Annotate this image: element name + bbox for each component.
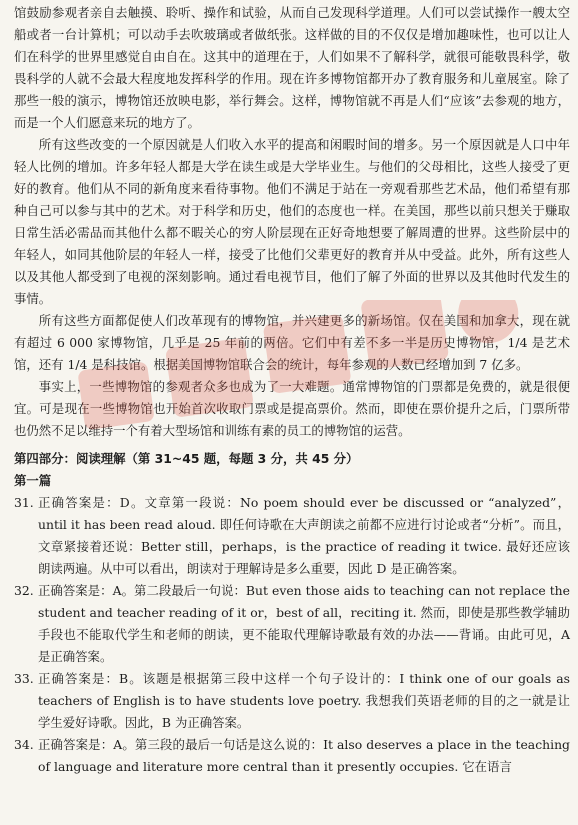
answer-number: 34. xyxy=(14,737,34,752)
document-page xyxy=(14,2,570,778)
paragraph: 事实上，一些博物馆的参观者众多也成为了一大难题。通常博物馆的门票都是免费的，就是很便宜。可是现在一些博物馆也开始首次收取门票或是提高票价。然而，即使在票价提升之后，门票所带也仍然不足以维持一个有着大型场馆和训练有素的员工的博物馆的运营。 xyxy=(14,379,570,438)
answer-item xyxy=(14,734,570,778)
paragraph: 馆鼓励参观者亲自去触摸、聆听、操作和试验，从而自己发现科学道理。人们可以尝试操作一艘太空船或者一台计算机；可以动手去吹玻璃或者做纸张。这样做的目的不仅仅是增加趣味性，也可以让人们在科学的世界里感觉自由自在。这其中的道理在于，人们如果不了解科学，就很可能敬畏科学，敬畏科学的人就不会最大程度地发挥科学的作用。现在许多博物馆都开办了教育服务和儿童展室。除了那些一般的演示，博物馆还放映电影，举行舞会。这样，博物馆就不再是人们“应该”去参观的地方，而是一个人们愿意来玩的地方了。 xyxy=(14,5,570,130)
paragraph: 所有这些改变的一个原因就是人们收入水平的提高和闲暇时间的增多。另一个原因就是人口中年轻人比例的增加。许多年轻人都是大学在读生或是大学毕业生。与他们的父母相比，这些人接受了更好的教育。他们从不同的新角度来看待事物。他们不满足于站在一旁观看那些艺术品，他们希望有那种自己可以参与其中的艺术。对于科学和历史，他们的态度也一样。在美国，那些以前只想关于赚取日常生活必需品而其他什么都不暇关心的穷人阶层现在正好奇地想要了解周遭的世界。这些阶层中的年轻人，如同其他阶层的年轻人一样，接受了比他们父辈更好的教育并从中受益。此外，所有这些人以及其他人都受到了电视的深刻影响。通过看电视节目，他们了解了外面的世界以及其他时代发生的事情。 xyxy=(14,137,570,306)
answer-text: 正确答案是：B。该题是根据第三段中这样一个句子设计的：I think one of our goals as teachers of English is to have students love poetry. 我想我们英语老师的目的之一就是让学生爱好诗歌。因此，B 为正确答案。 xyxy=(38,671,570,730)
answer-item xyxy=(14,580,570,668)
paragraph: 所有这些方面都促使人们改革现有的博物馆，并兴建更多的新场馆。仅在美国和加拿大，现在就有超过 6 000 家博物馆，几乎是 25 年前的两倍。它们中有差不多一半是历史博物馆，1/4 是艺术馆，还有 1/4 是科技馆。根据美国博物馆联合会的统计，每年参观的人数已经增加到 7 亿多。 xyxy=(14,313,570,372)
subheading: 第一篇 xyxy=(14,473,52,488)
answer-number: 33. xyxy=(14,671,34,686)
answer-item xyxy=(14,668,570,734)
answer-number: 31. xyxy=(14,495,34,510)
answer-item xyxy=(14,492,570,580)
answer-text: 正确答案是：A。第二段最后一句说：But even those aids to teaching can not replace the student and teacher reading of it or，best of all，reciting it. 然而，即使是那些教学辅助手段也不能取代学生和老师的朗读，更不能取代理解诗歌最有效的办法——背诵。由此可见，A 是正确答案。 xyxy=(38,583,570,664)
answer-text: 正确答案是：A。第三段的最后一句话是这么说的：It also deserves a place in the teaching of language and literature more central than it presently occupies. 它在语言 xyxy=(38,737,570,774)
answer-number: 32. xyxy=(14,583,34,598)
section-heading: 第四部分：阅读理解（第 31~45 题，每题 3 分，共 45 分） xyxy=(14,451,359,466)
answer-text: 正确答案是：D。文章第一段说：No poem should ever be discussed or “analyzed”，until it has been read aloud. 即任何诗歌在大声朗读之前都不应进行讨论或者“分析”。而且，文章紧接着还说：Better still，perhaps，is the practice of reading it twice. 最好还应该朗读两遍。从中可以看出，朗读对于理解诗是多么重要，因此 D 是正确答案。 xyxy=(38,495,570,576)
